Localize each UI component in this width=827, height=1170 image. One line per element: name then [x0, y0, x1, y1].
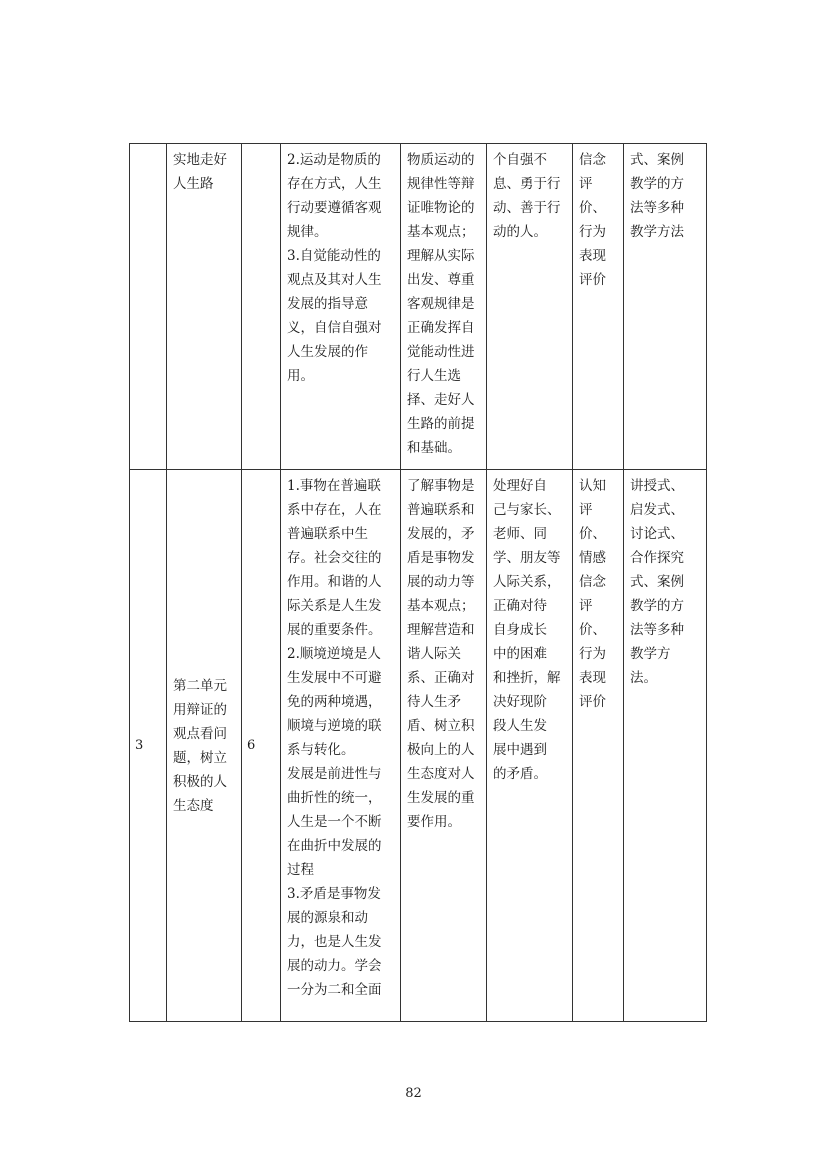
cell-line: 证唯物论的	[407, 200, 475, 216]
cell-line: 行动要遵循客观	[287, 200, 382, 216]
cell-line: 基本观点；	[407, 224, 475, 240]
cell-line: 客观规律是	[407, 296, 475, 312]
cell-line: 发展的，矛	[407, 526, 475, 542]
cell-line: 存在方式，人生	[287, 176, 382, 192]
cell-line: 和基础。	[407, 440, 461, 456]
cell-line: 生发展的重	[407, 790, 475, 806]
cell-line: 极向上的人	[407, 742, 475, 758]
syllabus-table	[129, 143, 707, 1022]
cell-line: 的矛盾。	[493, 766, 547, 782]
cell-line: 3.自觉能动性的	[287, 248, 381, 264]
cell-line: 2.顺境逆境是人	[287, 646, 381, 662]
cell-line: 行为	[579, 646, 606, 662]
cell-line: 展的动力。学会	[287, 958, 382, 974]
cell-line: 观点看问	[173, 725, 227, 742]
cell-line: 第二单元	[173, 677, 227, 694]
cell-line: 处理好自	[493, 478, 547, 494]
cell-line: 题，树立	[173, 749, 227, 766]
cell-line: 积极的人	[173, 773, 227, 790]
cell-line: 一分为二和全面	[287, 982, 382, 998]
cell-line: 待人生矛	[407, 694, 461, 710]
cell-line: 系与转化。	[287, 742, 355, 758]
cell-line: 人生是一个不断	[287, 814, 382, 830]
page-number: 82	[405, 1086, 422, 1101]
cell-line: 教学的方	[630, 598, 684, 614]
cell-line: 出发、尊重	[407, 272, 475, 288]
cell-line: 正确发挥自	[407, 320, 475, 336]
hours-cell	[242, 144, 281, 470]
cell-line: 曲折性的统一，	[287, 790, 382, 806]
table-row	[130, 470, 707, 1022]
cell-line: 谐人际关	[407, 646, 461, 662]
cell-line: 存。社会交往的	[287, 550, 382, 566]
evaluation-cell	[573, 144, 624, 470]
cell-line: 系、正确对	[407, 670, 475, 686]
cell-line: 讲授式、	[630, 478, 684, 494]
cell-line: 理解从实际	[407, 248, 475, 264]
methods-cell	[624, 470, 707, 1022]
literacy-cell	[487, 470, 573, 1022]
cell-line: 生发展中不可避	[287, 670, 382, 686]
cell-line: 用辩证的	[173, 701, 227, 718]
cell-line: 要作用。	[407, 814, 461, 830]
cell-line: 价、	[579, 200, 606, 216]
cell-line: 信念	[579, 152, 606, 168]
cell-line: 过程	[287, 862, 314, 878]
cell-line: 评	[579, 502, 593, 518]
cell-line: 作用。和谐的人	[287, 574, 382, 590]
cell-line: 2.运动是物质的	[287, 152, 381, 168]
cell-line: 价、	[579, 526, 606, 542]
goals-cell	[401, 144, 487, 470]
cell-line: 信念	[579, 574, 606, 590]
cell-line: 基本观点；	[407, 598, 475, 614]
cell-line: 人生路	[173, 176, 214, 192]
cell-line: 普遍联系和	[407, 502, 475, 518]
cell-line: 认知	[579, 478, 606, 494]
cell-line: 物质运动的	[407, 152, 475, 168]
cell-line: 发展是前进性与	[287, 766, 382, 782]
cell-line: 教学方	[630, 646, 671, 662]
cell-line: 1.事物在普遍联	[287, 478, 381, 494]
cell-line: 中的困难	[493, 646, 547, 662]
methods-cell	[624, 144, 707, 470]
cell-line: 盾、树立积	[407, 718, 475, 734]
cell-line: 个自强不	[493, 152, 547, 168]
cell-line: 和挫折，解	[493, 670, 561, 686]
unit-cell	[167, 470, 242, 1022]
cell-line: 老师、同	[493, 526, 547, 542]
content-cell	[281, 144, 401, 470]
cell-line: 顺境与逆境的联	[287, 718, 382, 734]
cell-line: 展的动力等	[407, 574, 475, 590]
cell-line: 法。	[630, 670, 657, 686]
row-number	[130, 144, 167, 470]
cell-line: 合作探究	[630, 550, 684, 566]
cell-line: 生路的前提	[407, 416, 475, 432]
cell-line: 动、善于行	[493, 200, 561, 216]
cell-line: 盾是事物发	[407, 550, 475, 566]
cell-line: 在曲折中发展的	[287, 838, 382, 854]
cell-line: 评	[579, 176, 593, 192]
cell-line: 展的重要条件。	[287, 622, 382, 638]
cell-line: 规律。	[287, 224, 328, 240]
cell-line: 义，自信自强对	[287, 320, 382, 336]
hours-cell: 6	[242, 470, 281, 1022]
cell-line: 力，也是人生发	[287, 934, 382, 950]
cell-line: 启发式、	[630, 502, 684, 518]
cell-line: 法等多种	[630, 622, 684, 638]
cell-line: 发展的指导意	[287, 296, 368, 312]
cell-line: 实地走好	[173, 152, 227, 168]
cell-line: 式、案例	[630, 152, 684, 168]
cell-line: 人生发展的作	[287, 344, 368, 360]
cell-line: 情感	[579, 550, 606, 566]
cell-line: 觉能动性进	[407, 344, 475, 360]
cell-line: 评价	[579, 694, 606, 710]
cell-line: 段人生发	[493, 718, 547, 734]
evaluation-cell	[573, 470, 624, 1022]
cell-line: 表现	[579, 670, 606, 686]
cell-line: 生态度对人	[407, 766, 475, 782]
cell-line: 观点及其对人生	[287, 272, 382, 288]
cell-line: 生态度	[173, 797, 214, 814]
cell-line: 正确对待	[493, 598, 547, 614]
row-number: 3	[130, 470, 167, 1022]
goals-cell	[401, 470, 487, 1022]
cell-line: 免的两种境遇，	[287, 694, 382, 710]
cell-line: 学、朋友等	[493, 550, 561, 566]
cell-line: 展中遇到	[493, 742, 547, 758]
cell-line: 息、勇于行	[493, 176, 561, 192]
cell-line: 教学的方	[630, 176, 684, 192]
cell-line: 教学方法	[630, 224, 684, 240]
cell-line: 用。	[287, 368, 314, 384]
table-row	[130, 144, 707, 470]
literacy-cell	[487, 144, 573, 470]
cell-line: 价、	[579, 622, 606, 638]
cell-line: 己与家长、	[493, 502, 561, 518]
content-cell	[281, 470, 401, 1022]
cell-line: 动的人。	[493, 224, 547, 240]
cell-line: 了解事物是	[407, 478, 475, 494]
cell-line: 普遍联系中生	[287, 526, 368, 542]
cell-line: 式、案例	[630, 574, 684, 590]
cell-line: 法等多种	[630, 200, 684, 216]
cell-line: 评	[579, 598, 593, 614]
cell-line: 行人生选	[407, 368, 461, 384]
cell-line: 自身成长	[493, 622, 547, 638]
cell-line: 评价	[579, 272, 606, 288]
cell-line: 行为	[579, 224, 606, 240]
unit-cell	[167, 144, 242, 470]
cell-line: 3.矛盾是事物发	[287, 886, 381, 902]
cell-line: 人际关系，	[493, 574, 561, 590]
cell-line: 际关系是人生发	[287, 598, 382, 614]
cell-line: 表现	[579, 248, 606, 264]
cell-line: 理解营造和	[407, 622, 475, 638]
cell-line: 择、走好人	[407, 392, 475, 408]
cell-line: 系中存在，人在	[287, 502, 382, 518]
cell-line: 规律性等辩	[407, 176, 475, 192]
cell-line: 讨论式、	[630, 526, 684, 542]
cell-line: 展的源泉和动	[287, 910, 368, 926]
cell-line: 决好现阶	[493, 694, 547, 710]
